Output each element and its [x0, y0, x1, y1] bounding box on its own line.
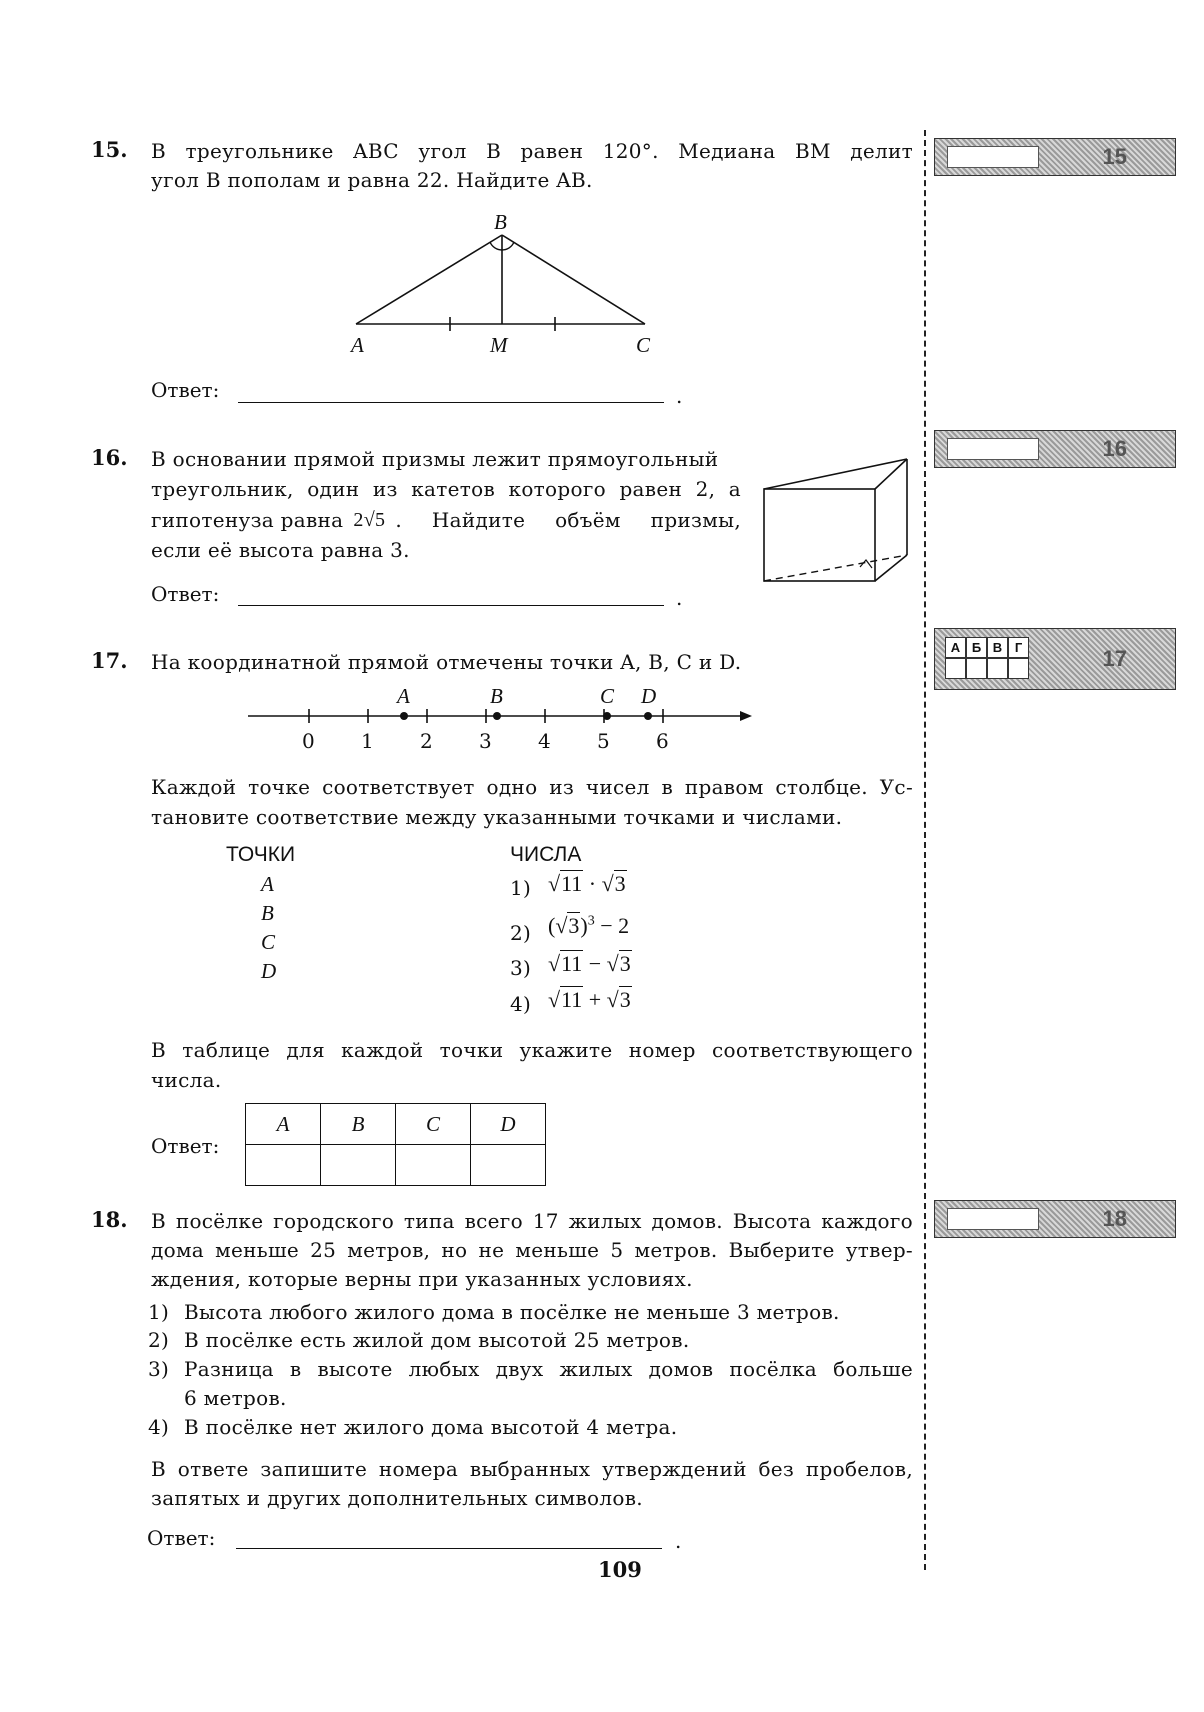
points-item-b: B [261, 901, 274, 925]
answer-box-15[interactable] [934, 138, 1176, 176]
numbers-column-header: ЧИСЛА [510, 843, 582, 866]
option-3-text-cont: 6 метров. [184, 1386, 287, 1410]
answer-label-15: Ответ: [151, 378, 220, 402]
problem-17-number: 17. [91, 648, 128, 673]
median-m-label: M [490, 333, 508, 357]
problem-16-line3-b: . Найдите объём призмы, [395, 508, 741, 532]
problem-16-sqrt: 2√5 [353, 509, 386, 531]
points-item-d: D [261, 959, 277, 983]
problem-18-closing-line1: В ответе запишите номера выбранных утверждений без пробелов, [151, 1457, 913, 1481]
number-option-3-expr: √11 − √3 [548, 951, 631, 976]
problem-18-line2: дома меньше 25 метров, но не меньше 5 метров. Выберите утвер- [151, 1238, 913, 1262]
problem-17-para1-line2: тановите соответствие между указанными точками и числами. [151, 805, 843, 829]
answer-dot-18: . [675, 1529, 682, 1553]
answer-cell-c[interactable] [396, 1145, 471, 1186]
problem-16-line3-a: гипотенуза равна [151, 508, 344, 532]
problem-18-line3: ждения, которые верны при указанных условиях. [151, 1267, 693, 1291]
option-3-text: Разница в высоте любых двух жилых домов посёлка больше [184, 1357, 913, 1381]
answer-table-header-d: D [471, 1104, 546, 1145]
task-badge-17: 17 [1102, 646, 1127, 671]
vertex-a-label: A [351, 333, 364, 357]
number-option-1-expr: √11 · √3 [548, 871, 626, 896]
badge-cell[interactable] [945, 658, 966, 679]
option-2-number: 2) [148, 1328, 170, 1352]
badge-letter-v: В [987, 637, 1008, 658]
problem-18-number: 18. [91, 1207, 128, 1232]
answer-box-17-cells[interactable] [945, 658, 1029, 679]
task-badge-15: 15 [1102, 144, 1127, 169]
point-a-label: A [397, 684, 410, 708]
answer-box-17[interactable] [934, 628, 1176, 690]
points-column-header: ТОЧКИ [226, 843, 296, 866]
answer-table-header-a: A [246, 1104, 321, 1145]
option-2-text: В посёлке есть жилой дом высотой 25 метров. [184, 1328, 690, 1352]
option-1-number: 1) [148, 1300, 170, 1324]
problem-18-closing-line2: запятых и других дополнительных символов. [151, 1486, 643, 1510]
badge-letter-a: А [945, 637, 966, 658]
answer-label-18: Ответ: [147, 1526, 216, 1550]
problem-18-line1: В посёлке городского типа всего 17 жилых домов. Высота каждого [151, 1209, 913, 1233]
answer-box-field[interactable] [947, 146, 1039, 168]
points-item-a: A [261, 872, 274, 896]
answer-cell-a[interactable] [246, 1145, 321, 1186]
answer-table-17 [245, 1103, 546, 1186]
problem-17-intro: На координатной прямой отмечены точки A, B, C и D. [151, 650, 742, 674]
page-number: 109 [598, 1557, 642, 1582]
answer-dot-16: . [676, 586, 683, 610]
option-1-text: Высота любого жилого дома в посёлке не меньше 3 метров. [184, 1300, 840, 1324]
badge-cell[interactable] [966, 658, 987, 679]
problem-16-number: 16. [91, 445, 128, 470]
option-4-text: В посёлке нет жилого дома высотой 4 метра. [184, 1415, 678, 1439]
points-item-c: C [261, 930, 276, 954]
option-3-number: 3) [148, 1357, 170, 1381]
number-option-3-label: 3) [510, 956, 532, 980]
badge-cell[interactable] [987, 658, 1008, 679]
problem-15-number: 15. [91, 137, 128, 162]
point-b-label: B [490, 684, 503, 708]
problem-16-line1: В основании прямой призмы лежит прямоугольный [151, 447, 719, 471]
problem-15-text-line2: угол B пополам и равна 22. Найдите AB. [151, 168, 593, 192]
problem-17-para1-line1: Каждой точке соответствует одно из чисел в правом столбце. Ус- [151, 775, 913, 799]
vertex-b-label: B [494, 210, 507, 234]
task-badge-18: 18 [1102, 1206, 1127, 1231]
problem-17-para2-line1: В таблице для каждой точки укажите номер соответствующего [151, 1038, 913, 1062]
option-4-number: 4) [148, 1415, 170, 1439]
tick-label-1: 1 [361, 729, 375, 753]
number-option-4-label: 4) [510, 992, 532, 1016]
tick-label-2: 2 [420, 729, 434, 753]
answer-box-16[interactable] [934, 430, 1176, 468]
problem-15-text-line1: В треугольнике ABC угол B равен 120°. Медиана BM делит [151, 139, 913, 163]
answer-line-15[interactable] [238, 401, 664, 403]
prism-figure [760, 455, 918, 585]
answer-cell-b[interactable] [321, 1145, 396, 1186]
vertex-c-label: C [636, 333, 651, 357]
answer-table-header-c: C [396, 1104, 471, 1145]
answer-label-17: Ответ: [151, 1134, 220, 1158]
answer-box-17-letters [945, 637, 1029, 658]
tick-label-6: 6 [656, 729, 670, 753]
number-option-2-expr: $(√3)^3 - 2$ [548, 913, 630, 938]
point-d-label: D [641, 684, 657, 708]
problem-16-line3 [151, 506, 741, 535]
number-option-2-label: 2) [510, 921, 532, 945]
answer-dot-15: . [676, 384, 683, 408]
answer-label-16: Ответ: [151, 582, 220, 606]
number-option-4-expr: √11 + √3 [548, 987, 631, 1012]
task-badge-16: 16 [1102, 436, 1127, 461]
cut-line [924, 130, 926, 1570]
number-option-1-label: 1) [510, 876, 532, 900]
answer-line-18[interactable] [236, 1547, 662, 1549]
problem-16-line2: треугольник, один из катетов которого равен 2, а [151, 477, 741, 501]
badge-cell[interactable] [1008, 658, 1029, 679]
tick-label-3: 3 [479, 729, 493, 753]
answer-line-16[interactable] [238, 604, 664, 606]
answer-box-field[interactable] [947, 438, 1039, 460]
answer-box-field[interactable] [947, 1208, 1039, 1230]
tick-label-5: 5 [597, 729, 611, 753]
answer-cell-d[interactable] [471, 1145, 546, 1186]
answer-box-18[interactable] [934, 1200, 1176, 1238]
tick-label-0: 0 [302, 729, 316, 753]
problem-17-para2-line2: числа. [151, 1068, 222, 1092]
answer-table-header-b: B [321, 1104, 396, 1145]
badge-letter-g: Г [1008, 637, 1029, 658]
problem-16-line4: если её высота равна 3. [151, 538, 410, 562]
tick-label-4: 4 [538, 729, 552, 753]
point-c-label: C [600, 684, 615, 708]
badge-letter-b: Б [966, 637, 987, 658]
